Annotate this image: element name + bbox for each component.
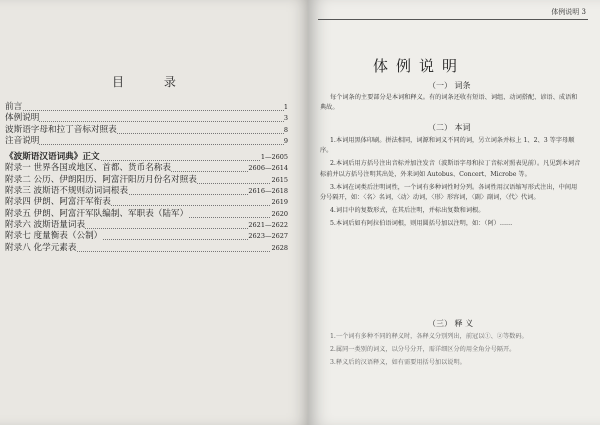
toc-entry-label: 附录六 波斯语量词表 [5,219,86,230]
toc-leader-dots [5,113,288,122]
toc-entry-page: 1 [284,102,288,113]
toc-leader-dots [5,102,288,111]
section-heading-entries: （一） 词条 [428,81,471,90]
intro-paragraph [320,93,582,116]
toc-entry-label: 附录七 度量衡表（公制） [5,231,103,242]
toc-entry [5,152,288,163]
section-heading-definitions: （三） 释 义 [428,319,474,328]
headword-para-4: 4.词目中的复数形式，在其后注明，并标出复数和词根。 [330,207,485,215]
headword-para-5: 5.本词后如有阿拉伯语词根，则用圆括号加以注明，如：（阿）…… [330,220,513,228]
toc-entry-label: 前言 [5,102,23,112]
toc-entry [5,243,288,254]
toc-entry-page: 9 [284,136,288,147]
toc-list [5,102,288,254]
running-head: 体例说明 3 [551,8,586,16]
toc-entry-page: 2620 [271,209,288,220]
toc-entry-page: 8 [284,125,288,136]
toc-entry-label: 波斯语字母和拉丁音标对照表 [5,124,117,135]
toc-entry-label: 《波斯语汉语词典》正文 [5,152,100,163]
toc-entry-page: 1—2605 [261,152,288,163]
toc-entry-label: 注音说明 [5,135,40,146]
toc-entry-page: 2619 [271,197,288,208]
toc-entry-label: 附录八 化学元素表 [5,242,77,253]
toc-entry [5,220,288,231]
definition-para-1: 1.一个词有多种不同的释义时，各释义分别列出，前冠以①、②等数码。 [330,333,528,340]
toc-entry-page: 2615 [271,175,288,186]
toc-entry-label: 体例说明 [5,113,40,124]
toc-entry [5,186,288,197]
toc-entry [5,197,288,208]
toc-entry-page: 3 [284,113,288,124]
toc-entry-page: 2621—2622 [248,220,288,231]
toc-entry-page: 2623—2627 [248,231,288,242]
definition-paragraphs [320,332,582,372]
section-heading-headword: （二） 本词 [428,123,471,132]
intro-text: 每个词条的主要部分是本词和释义。有的词条还收有短语、词组、动词搭配、谚语、成语和典故。 [320,94,578,112]
toc-entry-label: 附录四 伊朗、阿富汗军衔表 [5,197,111,208]
toc-entry-label: 附录五 伊朗、阿富汗军队编制、军职表（陆军） [5,208,189,219]
toc-entry-page: 2616—2618 [248,186,288,197]
running-head-rule [318,19,588,20]
toc-entry [5,125,288,136]
headword-para-2: 2.本词后用方括号注出音标并加注发音（波斯语字母和拉丁音标对照表见前）。凡见到本词音标前并以方括号注明其出处，外来词如 Autobus、Concert、Microbe 等。 [320,160,581,178]
toc-entry [5,102,288,113]
toc-entry [5,209,288,220]
toc-entry-page: 2628 [271,243,288,254]
toc-entry [5,113,288,124]
toc-entry-label: 附录二 公历、伊朗阳历、阿富汗阳历月份名对照表 [5,174,197,185]
toc-title: 目 录 [112,75,194,89]
page-title: 体例说明 [373,57,466,75]
headword-paragraphs [320,136,582,233]
definition-para-3: 3.释义后的汉语释义，如有需要用括号加以说明。 [330,359,466,367]
toc-entry [5,163,288,174]
toc-entry [5,231,288,242]
toc-entry-label: 附录一 世界各国或地区、首都、货币名称表 [5,163,172,174]
toc-entry [5,175,288,186]
toc-entry-page: 2606—2614 [248,163,288,174]
toc-entry-label: 附录三 波斯语不规则动词词根表 [5,186,129,197]
toc-entry [5,136,288,147]
toc-leader-dots [5,136,288,145]
headword-para-1: 1.本词用黑体印刷。拼法相同，词源和词义不同的词，另立词条并标上 1、2、3 等字母顺序。 [320,137,575,155]
headword-para-3: 3.本词在词类后注明词性，一个词有多种词性时分列。各词性用汉语缩写形式注出，中间用分号隔开，如：〈名〉名词，〈动〉动词，〈形〉形容词，〈副〉副词，〈代〉代词。 [320,183,578,202]
definition-para-2: 2.属同一类别的词义，以分号分开，需详细区分的用全角分号隔开。 [330,346,516,354]
